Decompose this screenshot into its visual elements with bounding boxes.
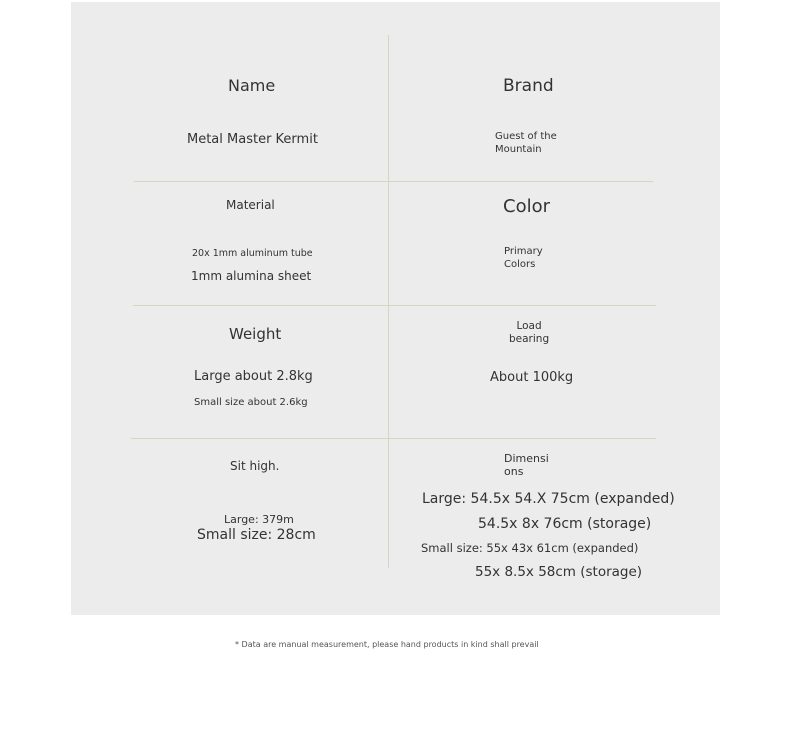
brand-label: Brand	[503, 76, 554, 96]
brand-value: Guest of the Mountain	[495, 131, 557, 155]
sit-small: Small size: 28cm	[197, 527, 316, 543]
row-divider-2	[133, 305, 656, 306]
row-divider-1	[134, 181, 653, 182]
material-value-sheet: 1mm alumina sheet	[191, 269, 312, 283]
vertical-divider	[388, 35, 389, 568]
weight-small: Small size about 2.6kg	[194, 397, 308, 408]
footnote: * Data are manual measurement, please hand products in kind shall prevail	[235, 640, 539, 649]
weight-label: Weight	[229, 325, 282, 343]
dim-large-expanded: Large: 54.5x 54.X 75cm (expanded)	[422, 491, 675, 507]
color-value: Primary Colors	[504, 246, 543, 270]
sit-large-partial: Large: 379m	[224, 513, 294, 526]
dim-large-storage: 54.5x 8x 76cm (storage)	[478, 516, 652, 532]
sit-large-clip	[220, 509, 320, 526]
material-value-tube: 20x 1mm aluminum tube	[192, 248, 313, 259]
dim-small-storage: 55x 8.5x 58cm (storage)	[475, 564, 643, 580]
name-label: Name	[228, 76, 276, 95]
load-label: Load bearing	[509, 320, 550, 345]
weight-large: Large about 2.8kg	[194, 369, 313, 384]
material-label: Material	[226, 198, 275, 212]
name-value: Metal Master Kermit	[187, 132, 318, 147]
dim-small-expanded: Small size: 55x 43x 61cm (expanded)	[421, 541, 639, 555]
load-value: About 100kg	[490, 370, 574, 385]
row-divider-3	[131, 438, 656, 439]
sit-label: Sit high.	[230, 459, 280, 473]
color-label: Color	[503, 196, 550, 217]
dimensions-label: Dimensi ons	[504, 452, 549, 478]
